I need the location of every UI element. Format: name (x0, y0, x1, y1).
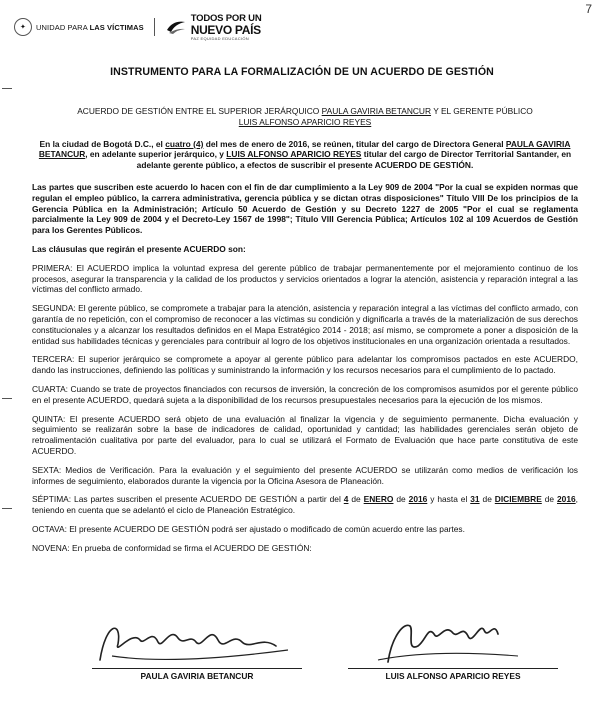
page-number: 7 (585, 2, 592, 16)
margin-mark (2, 398, 12, 399)
nuevo-pais-swoosh-icon (165, 18, 187, 36)
legal-basis: Las partes que suscriben este acuerdo lo hacen con el fin de dar cumplimiento a la Ley 909 de 2004 "Por la cual se expiden normas que regulan el empleo público, la carrera administrativa, gerencia pública y se dictan otras disposiciones" Título VIII De los principios de la Gerencia Pública en la Administración; Artículo 50 Acuerdo de Gestión y su Decreto 1227 de 2005 "Por el cual se reglamenta parcialmente la Ley 909 de 2004 y el Decreto-Ley 1567 de 1998"; Título VIII Gerencia Pública; Artículos 102 al 109 Acuerdos de Gestión para los Gerentes Públicos. (32, 181, 578, 236)
agreement-body (32, 106, 578, 562)
unidad-victimas-logo: ✦ UNIDAD PARA LAS VÍCTIMAS (14, 18, 144, 36)
colombia-seal-icon: ✦ (14, 18, 32, 36)
agreement-intro: En la ciudad de Bogotá D.C., el cuatro (4) del mes de enero de 2016, se reúnen, titular del cargo de Directora General PAULA GAVIRIA BETANCUR, en adelante superior jerárquico, y LUIS ALFONSO APARICIO REYES titular del cargo de Director Territorial Santander, en adelante gerente público, a efectos de suscribir el presente ACUERDO DE GESTIÓN. (38, 138, 572, 171)
signature-superior (92, 616, 302, 681)
margin-mark (2, 88, 12, 89)
header-logos (14, 14, 262, 41)
clause-quinta: QUINTA: El presente ACUERDO será objeto de una evaluación al finalizar la vigencia y de seguimiento permanente. Dicha evaluación y seguimiento se realizarán sobre la base de indicadores de calidad, oportunidad y cantidad; las habilidades gerenciales serán objeto de retroalimentación cualitativa por parte del evaluador, para lo cual se utilizará el Formato de Evaluación que hace parte constitutiva de este ACUERDO. (32, 413, 578, 456)
signature-area (32, 616, 578, 692)
document-title: INSTRUMENTO PARA LA FORMALIZACIÓN DE UN ACUERDO DE GESTIÓN (110, 66, 494, 78)
handwritten-signature-left (92, 616, 302, 668)
clause-septima: SÉPTIMA: Las partes suscriben el presente ACUERDO DE GESTIÓN a partir del 4 de ENERO de 2016 y hasta el 31 de DICIEMBRE de 2016, teniendo en cuenta que se adelantó el ciclo de Planeación Estratégico. (32, 494, 578, 516)
margin-mark (2, 508, 12, 509)
clauses-heading: Las cláusulas que regirán el presente ACUERDO son: (32, 243, 246, 254)
logo-divider (154, 18, 155, 36)
clause-sexta: SEXTA: Medios de Verificación. Para la evaluación y el seguimiento del presente ACUERDO se utilizarán como medios de verificación los informes de seguimiento, elaborados durante la vigencia por la Oficina Asesora de Planeación. (32, 464, 578, 486)
signature-name-gerente: LUIS ALFONSO APARICIO REYES (348, 668, 558, 681)
todos-por-un-nuevo-pais-logo: TODOS POR UN NUEVO PAÍS PAZ EQUIDAD EDUCACIÓN (165, 14, 262, 41)
clause-tercera: TERCERA: El superior jerárquico se compromete a apoyar al gerente público para adelantar los compromisos pactados en este ACUERDO, dando las instrucciones, definiendo las políticas y suministrando la información y los recursos necesarios para el cumplimiento de lo pactado. (32, 354, 578, 376)
agreement-heading: ACUERDO DE GESTIÓN ENTRE EL SUPERIOR JERÁRQUICO PAULA GAVIRIA BETANCUR Y EL GERENTE PÚBLICO LUIS ALFONSO APARICIO REYES (77, 106, 533, 127)
clause-cuarta: CUARTA: Cuando se trate de proyectos financiados con recursos de inversión, la concreción de los compromisos asumidos por el gerente público en el presente ACUERDO, quedará sujeta a la disponibilidad de los recursos presupuestales necesarios para la ejecución de los mismos. (32, 383, 578, 405)
clause-primera: PRIMERA: El ACUERDO implica la voluntad expresa del gerente público de trabajar permanentemente por el mejoramiento continuo de los procesos, asegurar la transparencia y la calidad de los productos y servicios orientados a lograr la atención, asistencia y reparación integral a las víctimas del conflicto armado. (32, 262, 578, 295)
clause-octava: OCTAVA: El presente ACUERDO DE GESTIÓN podrá ser ajustado o modificado de común acuerdo entre las partes. (32, 523, 465, 534)
handwritten-signature-right (348, 616, 558, 668)
signature-name-superior: PAULA GAVIRIA BETANCUR (92, 668, 302, 681)
clause-segunda: SEGUNDA: El gerente público, se compromete a trabajar para la atención, asistencia y reparación integral a las víctimas del conflicto armado, con garantía de no repetición, con el compromiso de reconocer a las víctimas su condición y dignificarla a través de la materialización de sus derechos constitucionales y a alcanzar los resultados definidos en el Mapa Estratégico 2014 - 2018; así mismo, se compromete a poner a disposición de la entidad sus habilidades técnicas y gerenciales para contribuir al logro de los objetivos institucionales en una organización orientada a resultados. (32, 303, 578, 346)
signature-gerente (348, 616, 558, 681)
clause-novena: NOVENA: En prueba de conformidad se firma el ACUERDO DE GESTIÓN: (32, 542, 312, 553)
